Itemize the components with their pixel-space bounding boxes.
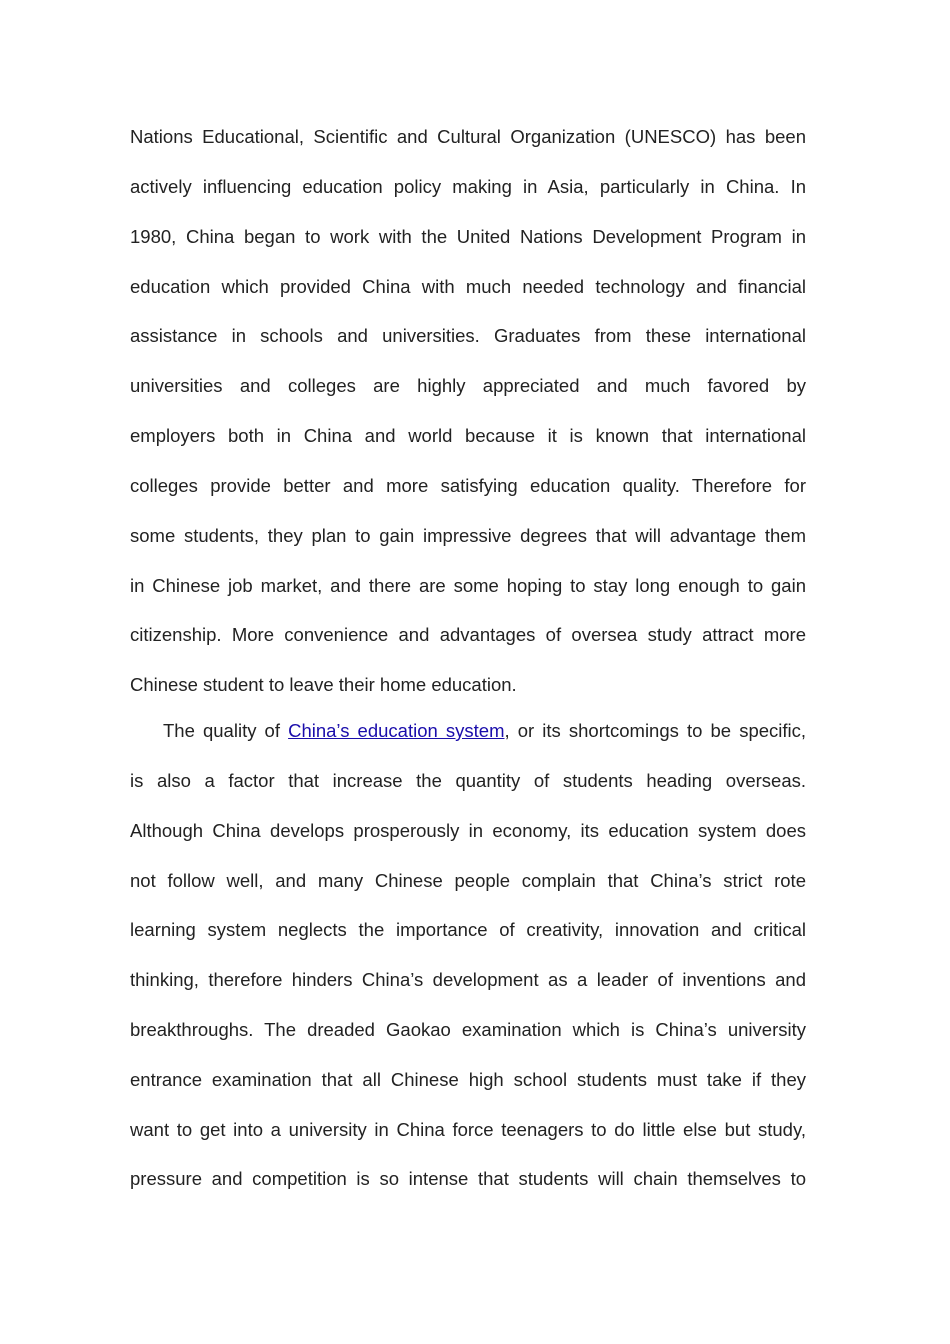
paragraph-line: pressure and competition is so intense that students will chain themselves to [130, 1168, 806, 1189]
paragraph-line: breakthroughs. The dreaded Gaokao examination which is China’s university [130, 1019, 806, 1040]
paragraph-line: Chinese student to leave their home education. [130, 674, 517, 695]
paragraph-line: thinking, therefore hinders China’s development as a leader of inventions and [130, 969, 806, 990]
paragraph-line: learning system neglects the importance of creativity, innovation and critical [130, 919, 806, 940]
paragraph-line: citizenship. More convenience and advantages of oversea study attract more [130, 624, 806, 645]
paragraph-line: employers both in China and world because it is known that international [130, 425, 806, 446]
paragraph-line: want to get into a university in China force teenagers to do little else but study, [130, 1119, 806, 1140]
paragraph-line: is also a factor that increase the quantity of students heading overseas. [130, 770, 806, 791]
paragraph-line: Although China develops prosperously in economy, its education system does [130, 820, 806, 841]
paragraph-line: assistance in schools and universities. Graduates from these international [130, 325, 806, 346]
paragraph-line: 1980, China began to work with the United Nations Development Program in [130, 226, 806, 247]
paragraph-line: in Chinese job market, and there are some hoping to stay long enough to gain [130, 575, 806, 596]
paragraph-line: not follow well, and many Chinese people complain that China’s strict rote [130, 870, 806, 891]
paragraph-line: entrance examination that all Chinese high school students must take if they [130, 1069, 806, 1090]
education-system-link[interactable]: China’s education system [288, 720, 505, 741]
paragraph-line: some students, they plan to gain impressive degrees that will advantage them [130, 525, 806, 546]
paragraph-line: colleges provide better and more satisfying education quality. Therefore for [130, 475, 806, 496]
paragraph-first-line [163, 720, 806, 742]
paragraph-line: Nations Educational, Scientific and Cultural Organization (UNESCO) has been [130, 126, 806, 147]
line-text: The quality of [163, 720, 289, 741]
paragraph-line: education which provided China with much needed technology and financial [130, 276, 806, 297]
paragraph-line: actively influencing education policy making in Asia, particularly in China. In [130, 176, 806, 197]
paragraph-line: universities and colleges are highly appreciated and much favored by [130, 375, 806, 396]
line-text: , or its shortcomings to be specific, [504, 720, 807, 741]
